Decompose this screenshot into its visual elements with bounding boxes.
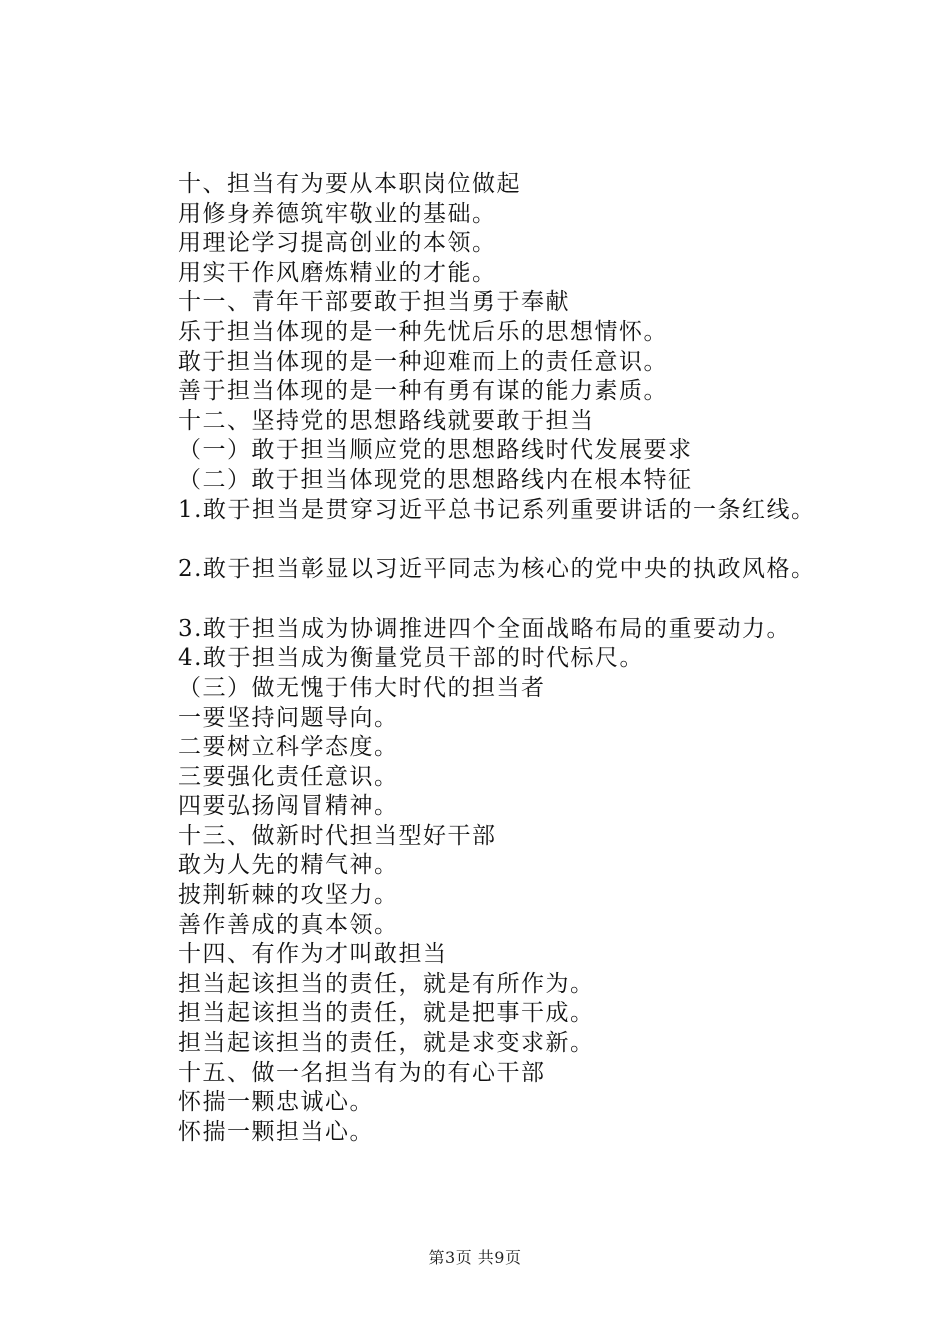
text-line: 二要树立科学态度。 (178, 734, 399, 761)
text-line: 一要坚持问题导向。 (178, 704, 399, 731)
blank-line (178, 585, 878, 615)
text-line: 用理论学习提高创业的本领。 (178, 230, 497, 257)
text-line: 怀揣一颗忠诚心。 (178, 1089, 374, 1116)
section-heading: 十五、做一名担当有为的有心干部 (178, 1059, 546, 1086)
numbered-item: 4.敢于担当成为衡量党员干部的时代标尺。 (178, 645, 644, 672)
section-heading: 十一、青年干部要敢于担当勇于奉献 (178, 289, 570, 316)
numbered-item: 2.敢于担当彰显以习近平同志为核心的党中央的执政风格。 (178, 556, 816, 583)
text-line: 善作善成的真本领。 (178, 911, 399, 938)
text-line: 三要强化责任意识。 (178, 763, 399, 790)
subsection-heading: （一）敢于担当顺应党的思想路线时代发展要求 (178, 437, 693, 464)
text-line: 善于担当体现的是一种有勇有谋的能力素质。 (178, 378, 668, 405)
numbered-item: 1.敢于担当是贯穿习近平总书记系列重要讲话的一条红线。 (178, 496, 816, 523)
text-line: 四要弘扬闯冒精神。 (178, 793, 399, 820)
text-line: 用实干作风磨炼精业的才能。 (178, 259, 497, 286)
text-line: 敢于担当体现的是一种迎难而上的责任意识。 (178, 348, 668, 375)
document-body (178, 170, 878, 1147)
page-number-footer: 第3页 共9页 (428, 1248, 522, 1267)
text-line: 用修身养德筑牢敬业的基础。 (178, 200, 497, 227)
section-heading: 十三、做新时代担当型好干部 (178, 822, 497, 849)
text-line: 担当起该担当的责任，就是把事干成。 (178, 1000, 595, 1027)
text-line: 披荆斩棘的攻坚力。 (178, 882, 399, 909)
text-line: 怀揣一颗担当心。 (178, 1118, 374, 1145)
text-line: 敢为人先的精气神。 (178, 852, 399, 879)
blank-line (178, 525, 878, 555)
section-heading: 十、担当有为要从本职岗位做起 (178, 171, 521, 197)
section-heading: 十二、坚持党的思想路线就要敢于担当 (178, 407, 595, 434)
section-heading: 十四、有作为才叫敢担当 (178, 941, 448, 968)
text-line: 担当起该担当的责任，就是有所作为。 (178, 970, 595, 997)
text-line: 乐于担当体现的是一种先忧后乐的思想情怀。 (178, 318, 668, 345)
subsection-heading: （二）敢于担当体现党的思想路线内在根本特征 (178, 466, 693, 493)
subsection-heading: （三）做无愧于伟大时代的担当者 (178, 674, 546, 701)
text-line: 担当起该担当的责任，就是求变求新。 (178, 1030, 595, 1057)
numbered-item: 3.敢于担当成为协调推进四个全面战略布局的重要动力。 (178, 615, 791, 642)
